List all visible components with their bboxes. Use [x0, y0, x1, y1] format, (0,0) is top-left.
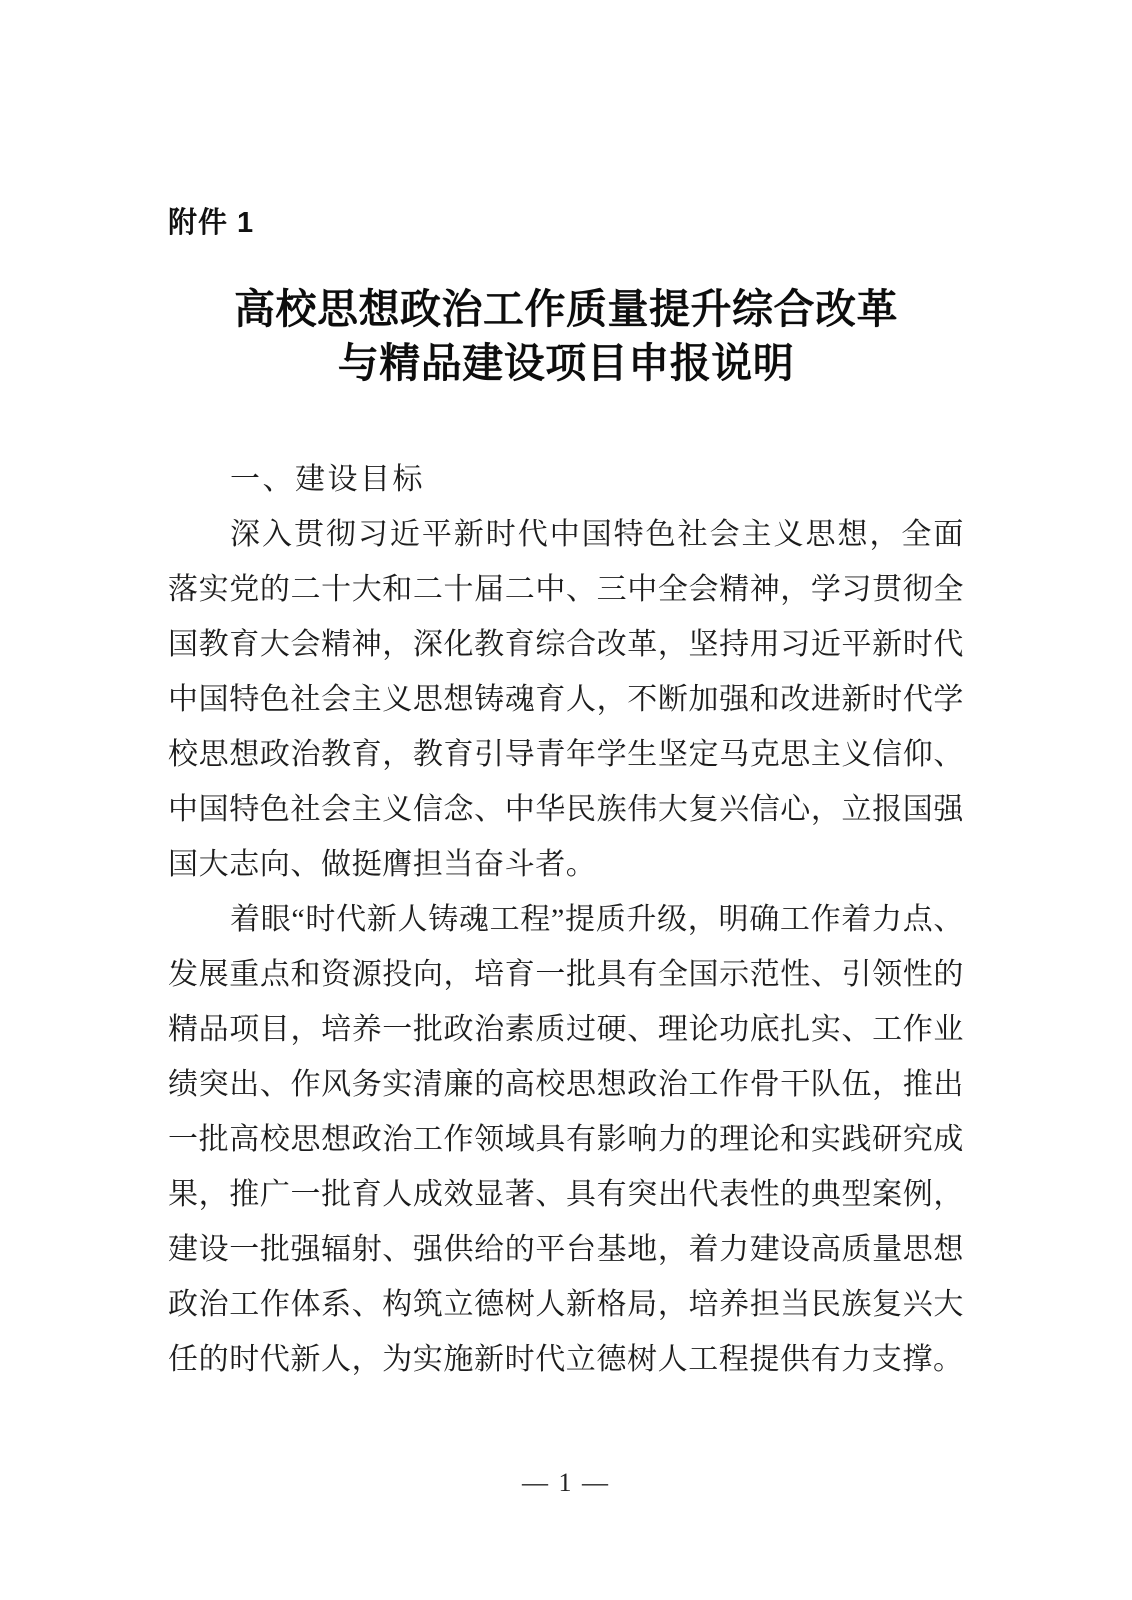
- body-paragraph-1: 深入贯彻习近平新时代中国特色社会主义思想，全面落实党的二十大和二十届二中、三中全会精神，学习贯彻全国教育大会精神，深化教育综合改革，坚持用习近平新时代中国特色社会主义思想铸魂育人，不断加强和改进新时代学校思想政治教育，教育引导青年学生坚定马克思主义信仰、中国特色社会主义信念、中华民族伟大复兴信心，立报国强国大志向、做挺膺担当奋斗者。: [168, 518, 964, 881]
- attachment-label: 附件 1: [168, 207, 255, 239]
- page-title: [168, 282, 964, 390]
- document-body: [168, 452, 964, 1387]
- page-title-line-2: 与精品建设项目申报说明: [337, 340, 795, 386]
- body-paragraph-2: 着眼“时代新人铸魂工程”提质升级，明确工作着力点、发展重点和资源投向，培育一批具有全国示范性、引领性的精品项目，培养一批政治素质过硬、理论功底扎实、工作业绩突出、作风务实清廉的高校思想政治工作骨干队伍，推出一批高校思想政治工作领域具有影响力的理论和实践研究成果，推广一批育人成效显著、具有突出代表性的典型案例，建设一批强辐射、强供给的平台基地，着力建设高质量思想政治工作体系、构筑立德树人新格局，培养担当民族复兴大任的时代新人，为实施新时代立德树人工程提供有力支撑。: [168, 903, 964, 1376]
- section-heading-build-goals: 一、建设目标: [230, 463, 425, 496]
- page-number-footer: — 1 —: [522, 1468, 610, 1497]
- page-title-line-1: 高校思想政治工作质量提升综合改革: [234, 286, 898, 332]
